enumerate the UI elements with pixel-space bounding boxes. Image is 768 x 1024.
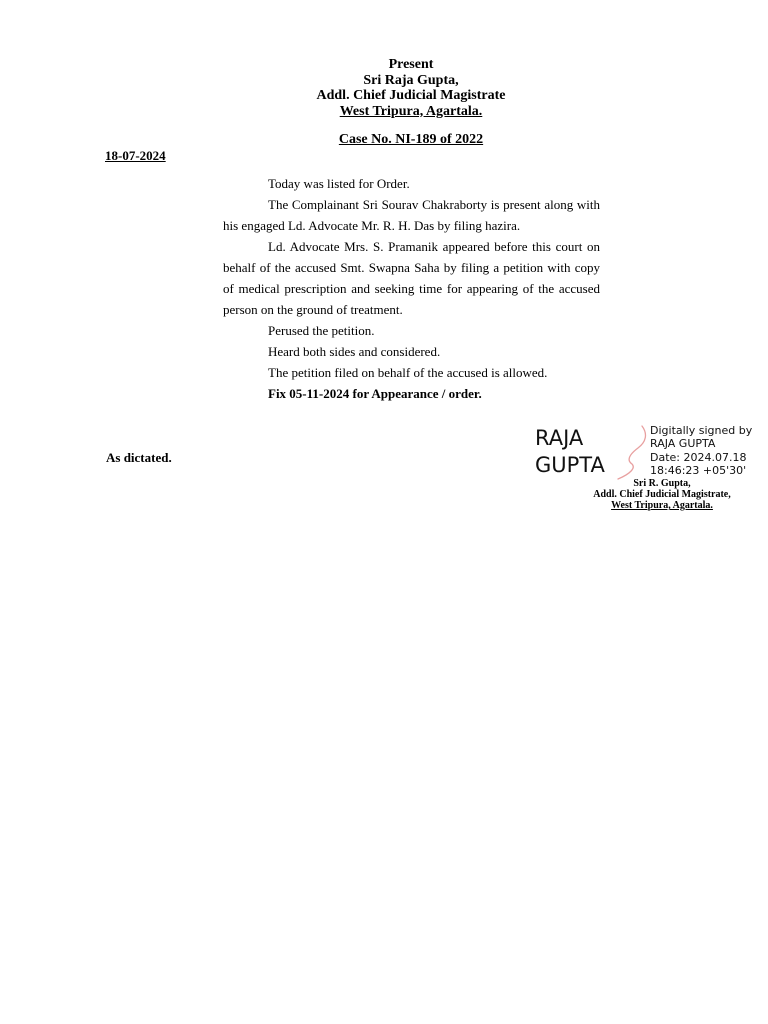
header-judge-name: Sri Raja Gupta, — [363, 72, 459, 88]
case-number: Case No. NI-189 of 2022 — [338, 132, 484, 147]
signature-mark-icon — [612, 424, 652, 482]
signatory-location: West Tripura, Agartala. — [611, 500, 713, 511]
signature-name-last: GUPTA — [535, 453, 605, 477]
signature-detail-time: 18:46:23 +05'30' — [650, 463, 747, 477]
signatory-name: Sri R. Gupta, — [633, 478, 691, 489]
order-body — [223, 173, 600, 404]
signature-detail-date: Date: 2024.07.18 — [650, 450, 747, 464]
order-paragraph-2: The Complainant Sri Sourav Chakraborty is present along with his engaged Ld. Advocate Mr. R. H. Das by filing hazira. — [223, 197, 600, 233]
order-paragraph-4: Perused the petition. — [268, 323, 375, 338]
order-paragraph-1: Today was listed for Order. — [268, 176, 410, 191]
order-next-date: Fix 05-11-2024 for Appearance / order. — [268, 386, 482, 401]
signature-name-first: RAJA — [535, 426, 584, 450]
signature-detail-line-1: Digitally signed by — [650, 424, 753, 437]
signature-detail-line-2: RAJA GUPTA — [650, 437, 716, 451]
digital-signature-details — [650, 424, 752, 477]
header-designation: Addl. Chief Judicial Magistrate — [316, 88, 506, 103]
as-dictated: As dictated. — [106, 450, 172, 465]
order-paragraph-3: Ld. Advocate Mrs. S. Pramanik appeared before this court on behalf of the accused Smt. Swapna Saha by filing a petition with copy of medical prescription and seeking time for appearing of the accused person on the ground of treatment. — [223, 239, 600, 317]
order-paragraph-6: The petition filed on behalf of the accused is allowed. — [268, 365, 548, 380]
order-date: 18-07-2024 — [105, 148, 166, 163]
signatory-block — [562, 478, 762, 511]
signatory-designation: Addl. Chief Judicial Magistrate, — [593, 489, 731, 500]
court-header — [0, 57, 768, 119]
digital-signature-name — [535, 425, 605, 479]
header-present: Present — [388, 57, 434, 72]
order-paragraph-5: Heard both sides and considered. — [268, 344, 441, 359]
header-location: West Tripura, Agartala. — [339, 103, 483, 119]
